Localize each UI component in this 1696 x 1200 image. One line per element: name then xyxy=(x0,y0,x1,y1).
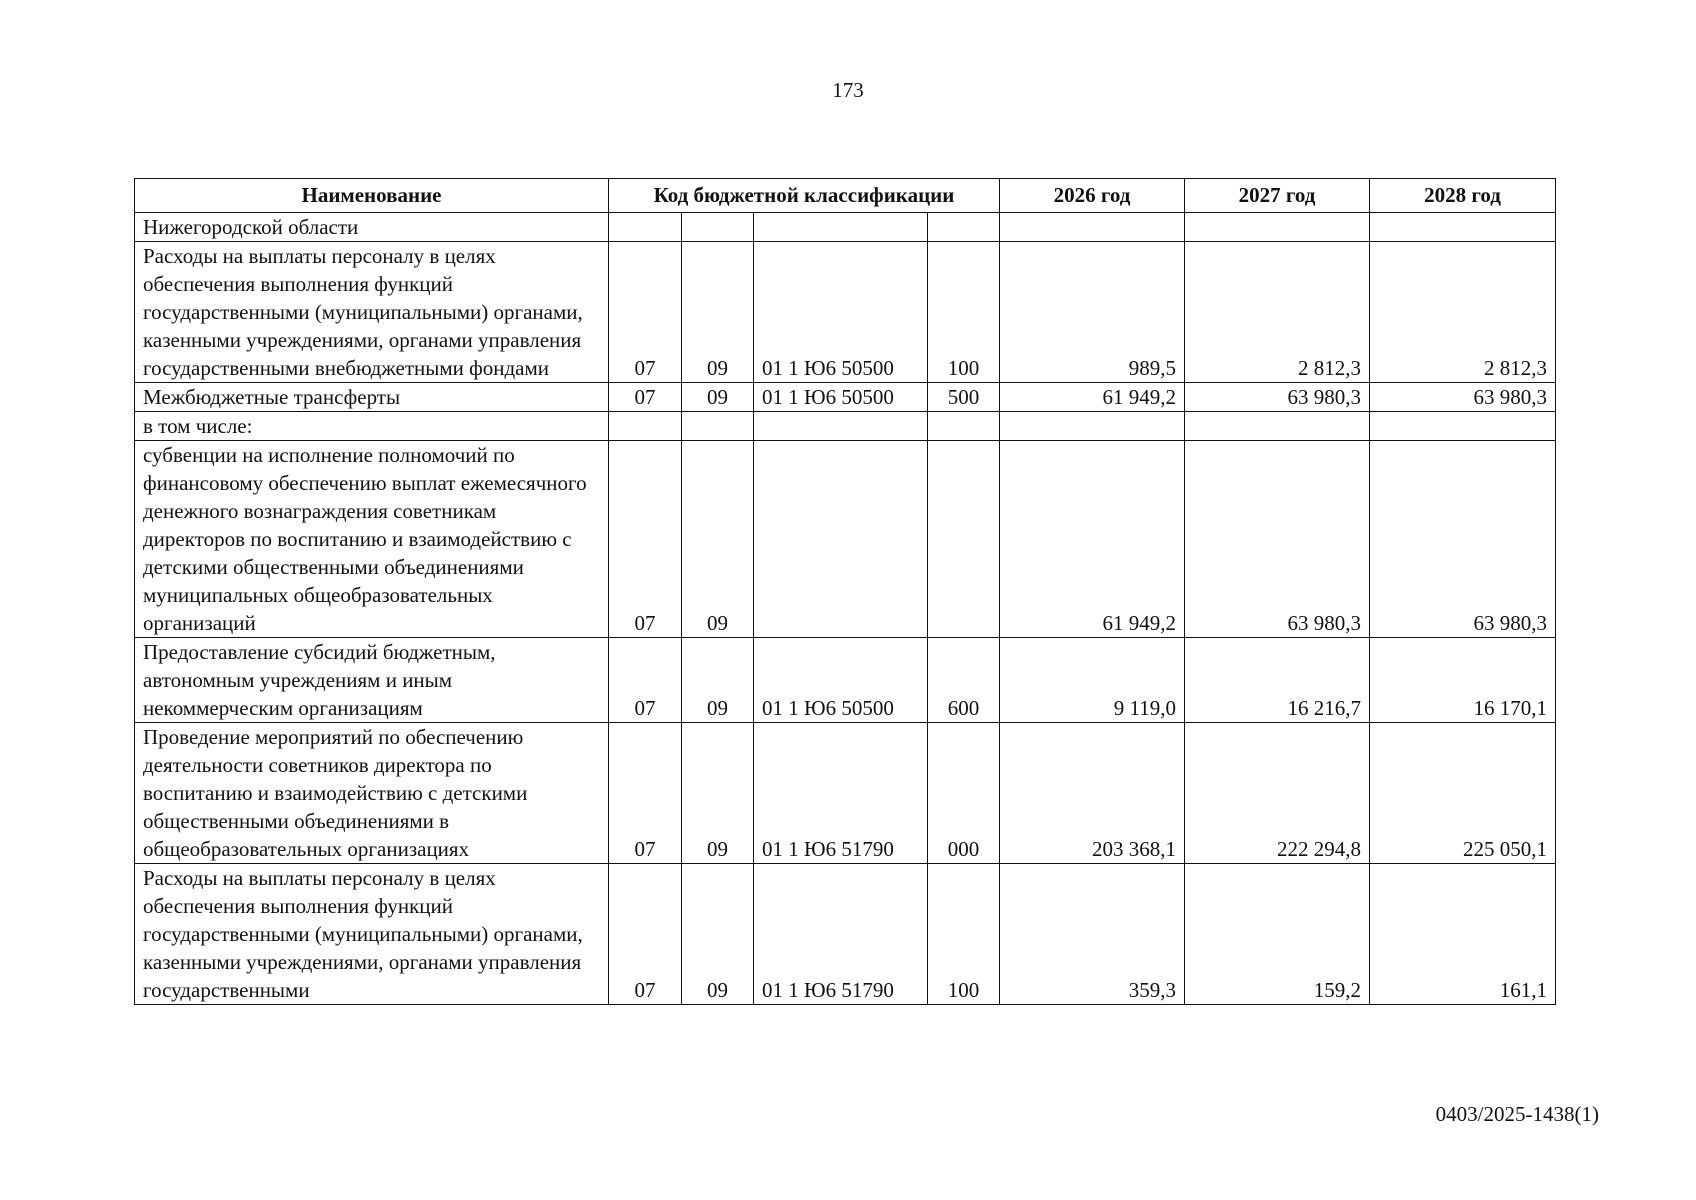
row-csr xyxy=(754,441,928,638)
row-vr xyxy=(928,213,1000,242)
row-vr xyxy=(928,441,1000,638)
row-2027: 16 216,7 xyxy=(1185,638,1370,723)
row-podrazdel: 09 xyxy=(682,723,754,864)
row-2028: 161,1 xyxy=(1370,864,1556,1005)
row-name: Предоставление субсидий бюджетным, автономным учреждениям и иным некоммерческим организациям xyxy=(135,638,609,723)
row-name: субвенции на исполнение полномочий по финансовому обеспечению выплат ежемесячного денежного вознаграждения советникам директоров по воспитанию и взаимодействию с детскими общественными объединениями муниципальных общеобразовательных организаций xyxy=(135,441,609,638)
table-row xyxy=(135,213,1556,242)
header-2028: 2028 год xyxy=(1370,179,1556,213)
row-podrazdel: 09 xyxy=(682,242,754,383)
row-razdel: 07 xyxy=(609,638,682,723)
row-2026 xyxy=(1000,412,1185,441)
row-2027: 222 294,8 xyxy=(1185,723,1370,864)
table-row xyxy=(135,864,1556,1005)
table-header-row xyxy=(135,179,1556,213)
row-name: Проведение мероприятий по обеспечению деятельности советников директора по воспитанию и взаимодействию с детскими общественными объединениями в общеобразовательных организациях xyxy=(135,723,609,864)
row-2028: 16 170,1 xyxy=(1370,638,1556,723)
row-2028: 63 980,3 xyxy=(1370,441,1556,638)
row-2026: 61 949,2 xyxy=(1000,383,1185,412)
row-2028: 63 980,3 xyxy=(1370,383,1556,412)
header-name: Наименование xyxy=(135,179,609,213)
row-2027: 159,2 xyxy=(1185,864,1370,1005)
row-2026: 989,5 xyxy=(1000,242,1185,383)
row-razdel xyxy=(609,213,682,242)
row-podrazdel: 09 xyxy=(682,864,754,1005)
row-vr: 100 xyxy=(928,242,1000,383)
row-razdel: 07 xyxy=(609,441,682,638)
header-code: Код бюджетной классификации xyxy=(609,179,1000,213)
row-vr: 100 xyxy=(928,864,1000,1005)
row-csr xyxy=(754,213,928,242)
row-razdel: 07 xyxy=(609,383,682,412)
row-2026: 203 368,1 xyxy=(1000,723,1185,864)
row-2027: 2 812,3 xyxy=(1185,242,1370,383)
row-2026 xyxy=(1000,213,1185,242)
row-csr: 01 1 Ю6 50500 xyxy=(754,383,928,412)
row-csr: 01 1 Ю6 50500 xyxy=(754,638,928,723)
row-csr xyxy=(754,412,928,441)
row-vr: 000 xyxy=(928,723,1000,864)
row-name: Расходы на выплаты персоналу в целях обеспечения выполнения функций государственными (муниципальными) органами, казенными учреждениями, органами управления государственными внебюджетными фондами xyxy=(135,242,609,383)
row-podrazdel: 09 xyxy=(682,383,754,412)
row-2027: 63 980,3 xyxy=(1185,441,1370,638)
page-number: 173 xyxy=(832,78,864,102)
row-2026: 359,3 xyxy=(1000,864,1185,1005)
table-row xyxy=(135,412,1556,441)
header-2026: 2026 год xyxy=(1000,179,1185,213)
row-2026: 61 949,2 xyxy=(1000,441,1185,638)
row-2027 xyxy=(1185,213,1370,242)
row-2027: 63 980,3 xyxy=(1185,383,1370,412)
row-name: Нижегородской области xyxy=(135,213,609,242)
row-name: в том числе: xyxy=(135,412,609,441)
row-name: Межбюджетные трансферты xyxy=(135,383,609,412)
row-2027 xyxy=(1185,412,1370,441)
row-podrazdel xyxy=(682,412,754,441)
row-csr: 01 1 Ю6 51790 xyxy=(754,864,928,1005)
row-razdel xyxy=(609,412,682,441)
table-row xyxy=(135,723,1556,864)
row-2028 xyxy=(1370,213,1556,242)
row-2028 xyxy=(1370,412,1556,441)
row-razdel: 07 xyxy=(609,242,682,383)
row-podrazdel: 09 xyxy=(682,441,754,638)
row-vr: 600 xyxy=(928,638,1000,723)
budget-table xyxy=(134,178,1556,1005)
row-csr: 01 1 Ю6 50500 xyxy=(754,242,928,383)
row-csr: 01 1 Ю6 51790 xyxy=(754,723,928,864)
row-podrazdel xyxy=(682,213,754,242)
row-2028: 2 812,3 xyxy=(1370,242,1556,383)
header-2027: 2027 год xyxy=(1185,179,1370,213)
document-code: 0403/2025-1438(1) xyxy=(1435,1102,1599,1126)
table-row xyxy=(135,441,1556,638)
table-row xyxy=(135,638,1556,723)
table-row xyxy=(135,383,1556,412)
row-vr xyxy=(928,412,1000,441)
row-2026: 9 119,0 xyxy=(1000,638,1185,723)
table-row xyxy=(135,242,1556,383)
row-2028: 225 050,1 xyxy=(1370,723,1556,864)
row-vr: 500 xyxy=(928,383,1000,412)
row-razdel: 07 xyxy=(609,723,682,864)
row-name: Расходы на выплаты персоналу в целях обеспечения выполнения функций государственными (муниципальными) органами, казенными учреждениями, органами управления государственными xyxy=(135,864,609,1005)
row-podrazdel: 09 xyxy=(682,638,754,723)
row-razdel: 07 xyxy=(609,864,682,1005)
